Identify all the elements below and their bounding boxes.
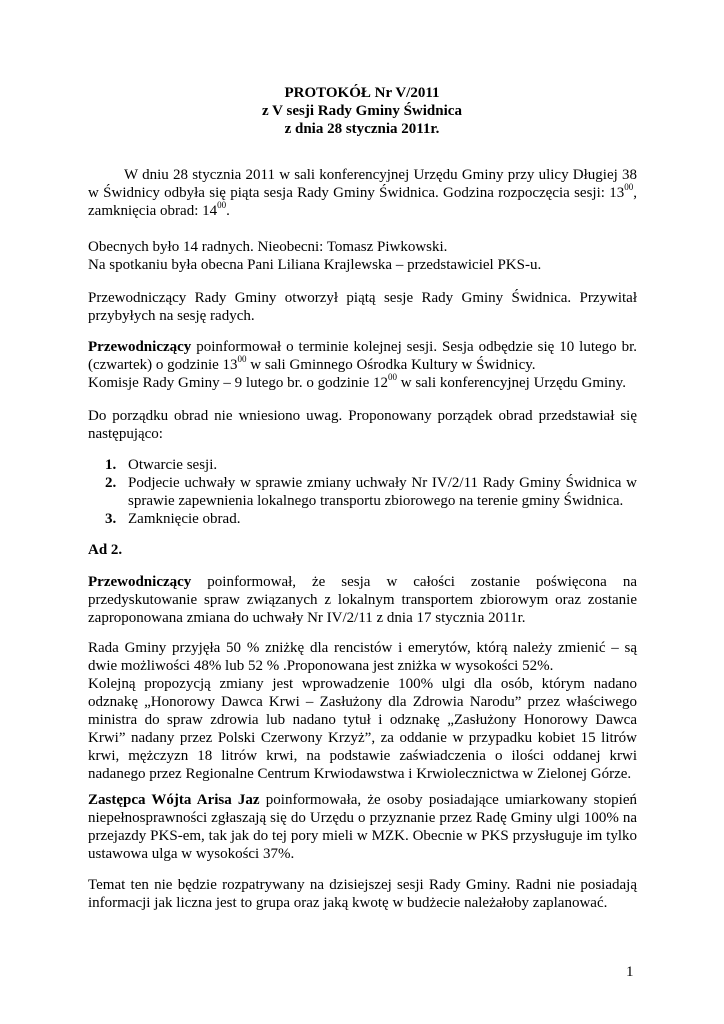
closing-paragraph: Temat ten nie będzie rozpatrywany na dzisiejszej sesji Rady Gminy. Radni nie posiadają informacji jak liczna jest to grupa oraz jaką kwotę w budżecie należałoby zaplanować.	[88, 877, 637, 911]
opening-remarks-paragraph: Przewodniczący Rady Gminy otworzył piątą sesje Rady Gminy Świdnica. Przywitał przybyłych na sesję radych.	[88, 290, 637, 324]
document-title: PROTOKÓŁ Nr V/2011	[284, 85, 440, 101]
document-subtitle: z V sesji Rady Gminy Świdnica	[262, 103, 462, 119]
agenda-list	[88, 456, 637, 528]
section-heading-ad2: Ad 2.	[88, 542, 123, 558]
agenda-item: 2. Podjecie uchwały w sprawie zmiany uchwały Nr IV/2/11 Rady Gminy Świdnica w sprawie zapewnienia lokalnego transportu zbiorowego na terenie gminy Świdnica.	[105, 475, 637, 509]
chair-statement-paragraph: Przewodniczący poinformował, że sesja w całości zostanie poświęcona na przedyskutowanie spraw związanych z lokalnym transportem zbiorowym oraz zostanie zaproponowana zmiana do uchwały Nr IV/2/11 z dnia 17 stycznia 2011r.	[88, 574, 637, 626]
attendance-line: Obecnych było 14 radnych. Nieobecni: Tomasz Piwkowski.	[88, 239, 448, 255]
agenda-intro-paragraph: Do porządku obrad nie wniesiono uwag. Proponowany porządek obrad przedstawiał się następująco:	[88, 408, 637, 442]
deputy-statement-paragraph: Zastępca Wójta Arisa Jaz poinformowała, że osoby posiadające umiarkowany stopień niepełnosprawności zgłaszają się do Urzędu o przyznanie przez Radę Gminy ulgi 100% na przejazdy PKS-em, tak jak do tej pory mieli w MZK. Obecnie w PKS przysługuje im tylko ustawowa ulga w wysokości 37%.	[88, 792, 638, 862]
discount-paragraph: Rada Gminy przyjęła 50 % zniżkę dla rencistów i emerytów, którą należy zmienić – są dwie możliwości 48% lub 52 % .Proponowana jest zniżka w wysokości 52%. Kolejną propozycją zmiany jest wprowadzenie 100% ulgi dla osób, którym nadano odznakę „Honorowy Dawca Krwi – Zasłużony dla Zdrowia Narodu” przez właściwego ministra do spraw zdrowia lub nadano tytuł i odznakę „Zasłużony Honorowy Dawca Krwi” nadany przez Polski Czerwony Krzyż”, za oddanie w przypadku kobiet 15 litrów krwi, mężczyzn 18 litrów krwi, na podstawie zaświadczenia o ilości oddanej krwi nadanego przez Regionalne Centrum Krwiodawstwa i Krwiolecznictwa w Zielonej Górze.	[88, 640, 637, 782]
guest-line: Na spotkaniu była obecna Pani Liliana Krajlewska – przedstawiciel PKS-u.	[88, 257, 542, 273]
agenda-item: 1. Otwarcie sesji.	[105, 457, 218, 473]
page-number: 1	[626, 964, 634, 980]
document-date: z dnia 28 stycznia 2011r.	[284, 121, 440, 137]
next-session-paragraph: Przewodniczący poinformował o terminie kolejnej sesji. Sesja odbędzie się 10 lutego br. (czwartek) o godzinie $13^{00}$ w sali Gminnego Ośrodka Kultury w Świdnicy. Komisje Rady Gminy – 9 lutego br. o godzinie $12^{00}$ w sali konferencyjnej Urzędu Gminy.	[88, 339, 637, 391]
speaker-name: Przewodniczący	[88, 339, 192, 355]
speaker-name: Przewodniczący	[88, 574, 192, 590]
attendance-paragraph	[88, 238, 637, 274]
opening-paragraph: W dniu 28 stycznia 2011 w sali konferencyjnej Urzędu Gminy przy ulicy Długiej 38 w Świdnicy odbyła się piąta sesja Rady Gminy Świdnica. Godzina rozpoczęcia sesji: $13^{00}$, zamknięcia obrad: $14^{00}$.	[88, 167, 637, 219]
speaker-name: Zastępca Wójta Arisa Jaz	[88, 792, 260, 808]
agenda-item: 3. Zamknięcie obrad.	[105, 511, 241, 527]
